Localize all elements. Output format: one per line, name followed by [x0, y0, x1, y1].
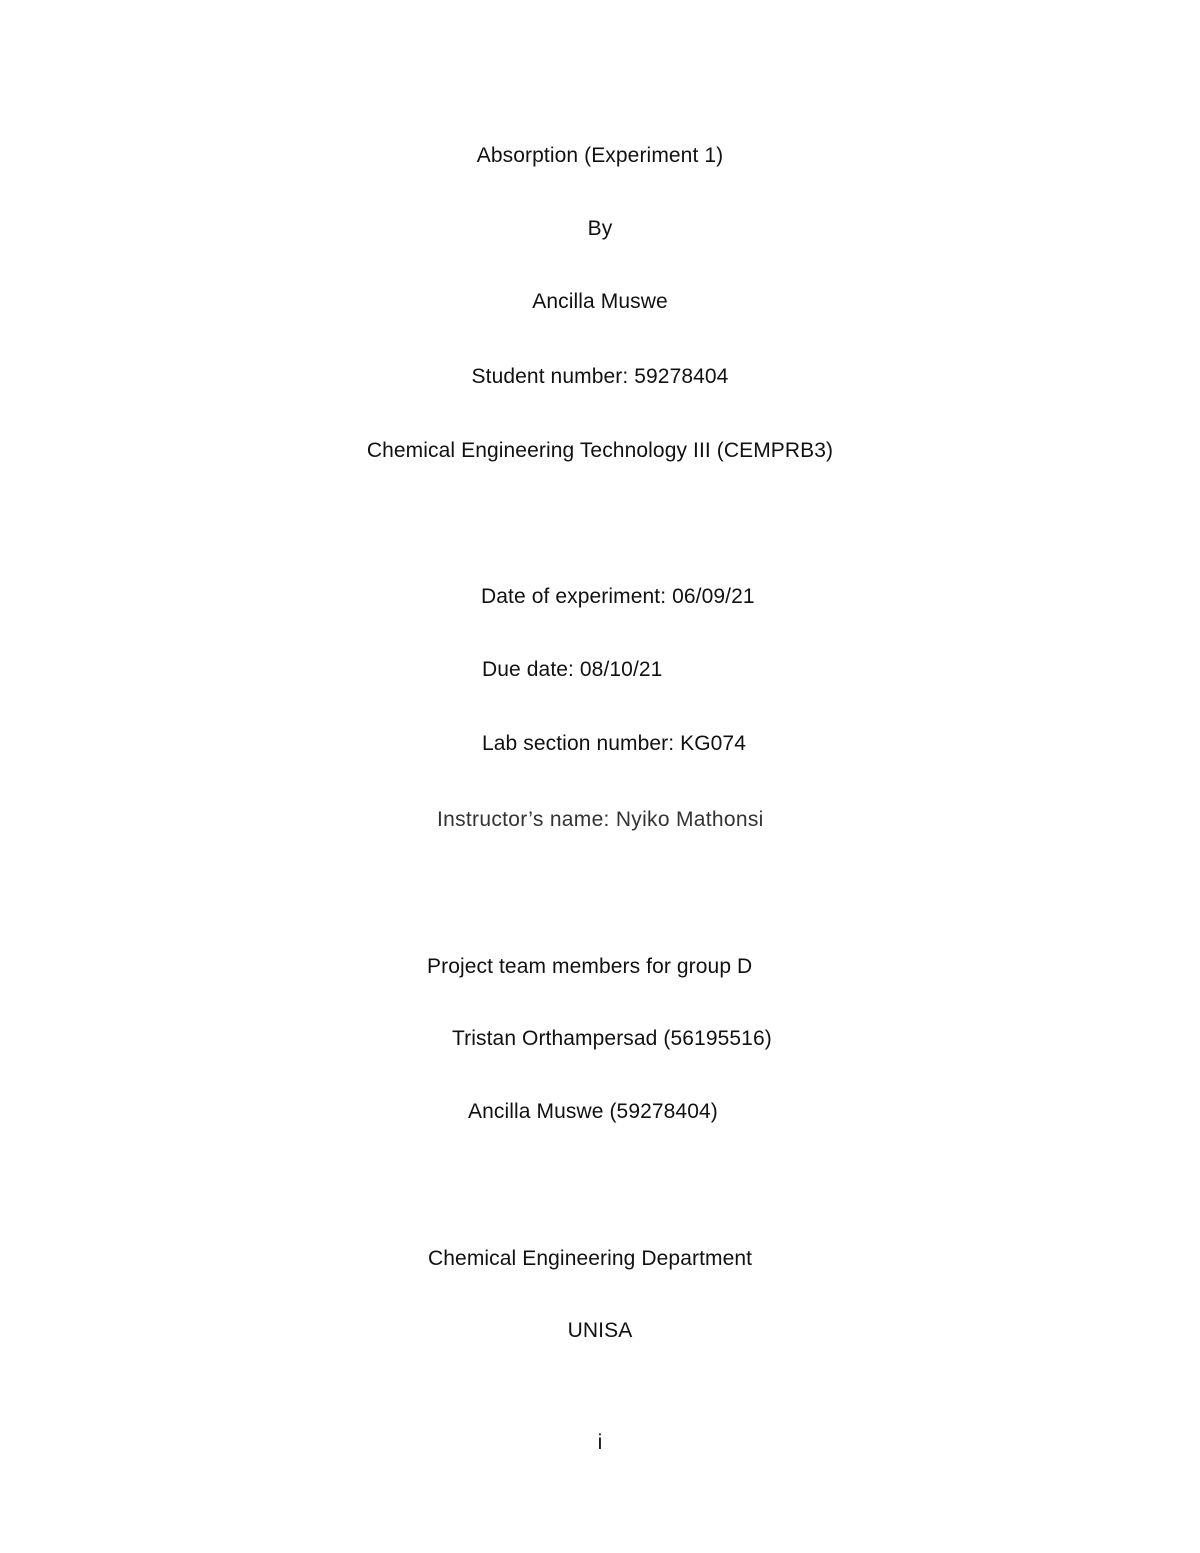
report-title: Absorption (Experiment 1): [476, 144, 724, 167]
team-heading: Project team members for group D: [427, 955, 753, 978]
lab-section-number: Lab section number: KG074: [482, 732, 746, 755]
course-name: Chemical Engineering Technology III (CEMPRB3): [366, 439, 834, 462]
date-of-experiment: Date of experiment: 06/09/21: [481, 585, 755, 608]
student-number: Student number: 59278404: [471, 365, 729, 388]
author-name: Ancilla Muswe: [532, 290, 668, 313]
by-label: By: [587, 217, 613, 240]
instructor-name: Instructor’s name: Nyiko Mathonsi: [437, 808, 764, 831]
department-name: Chemical Engineering Department: [428, 1247, 753, 1270]
due-date: Due date: 08/10/21: [482, 658, 663, 681]
team-member: Tristan Orthampersad (56195516): [452, 1027, 772, 1050]
institution-name: UNISA: [567, 1319, 633, 1342]
team-member: Ancilla Muswe (59278404): [468, 1100, 718, 1123]
page-number: i: [597, 1431, 603, 1454]
